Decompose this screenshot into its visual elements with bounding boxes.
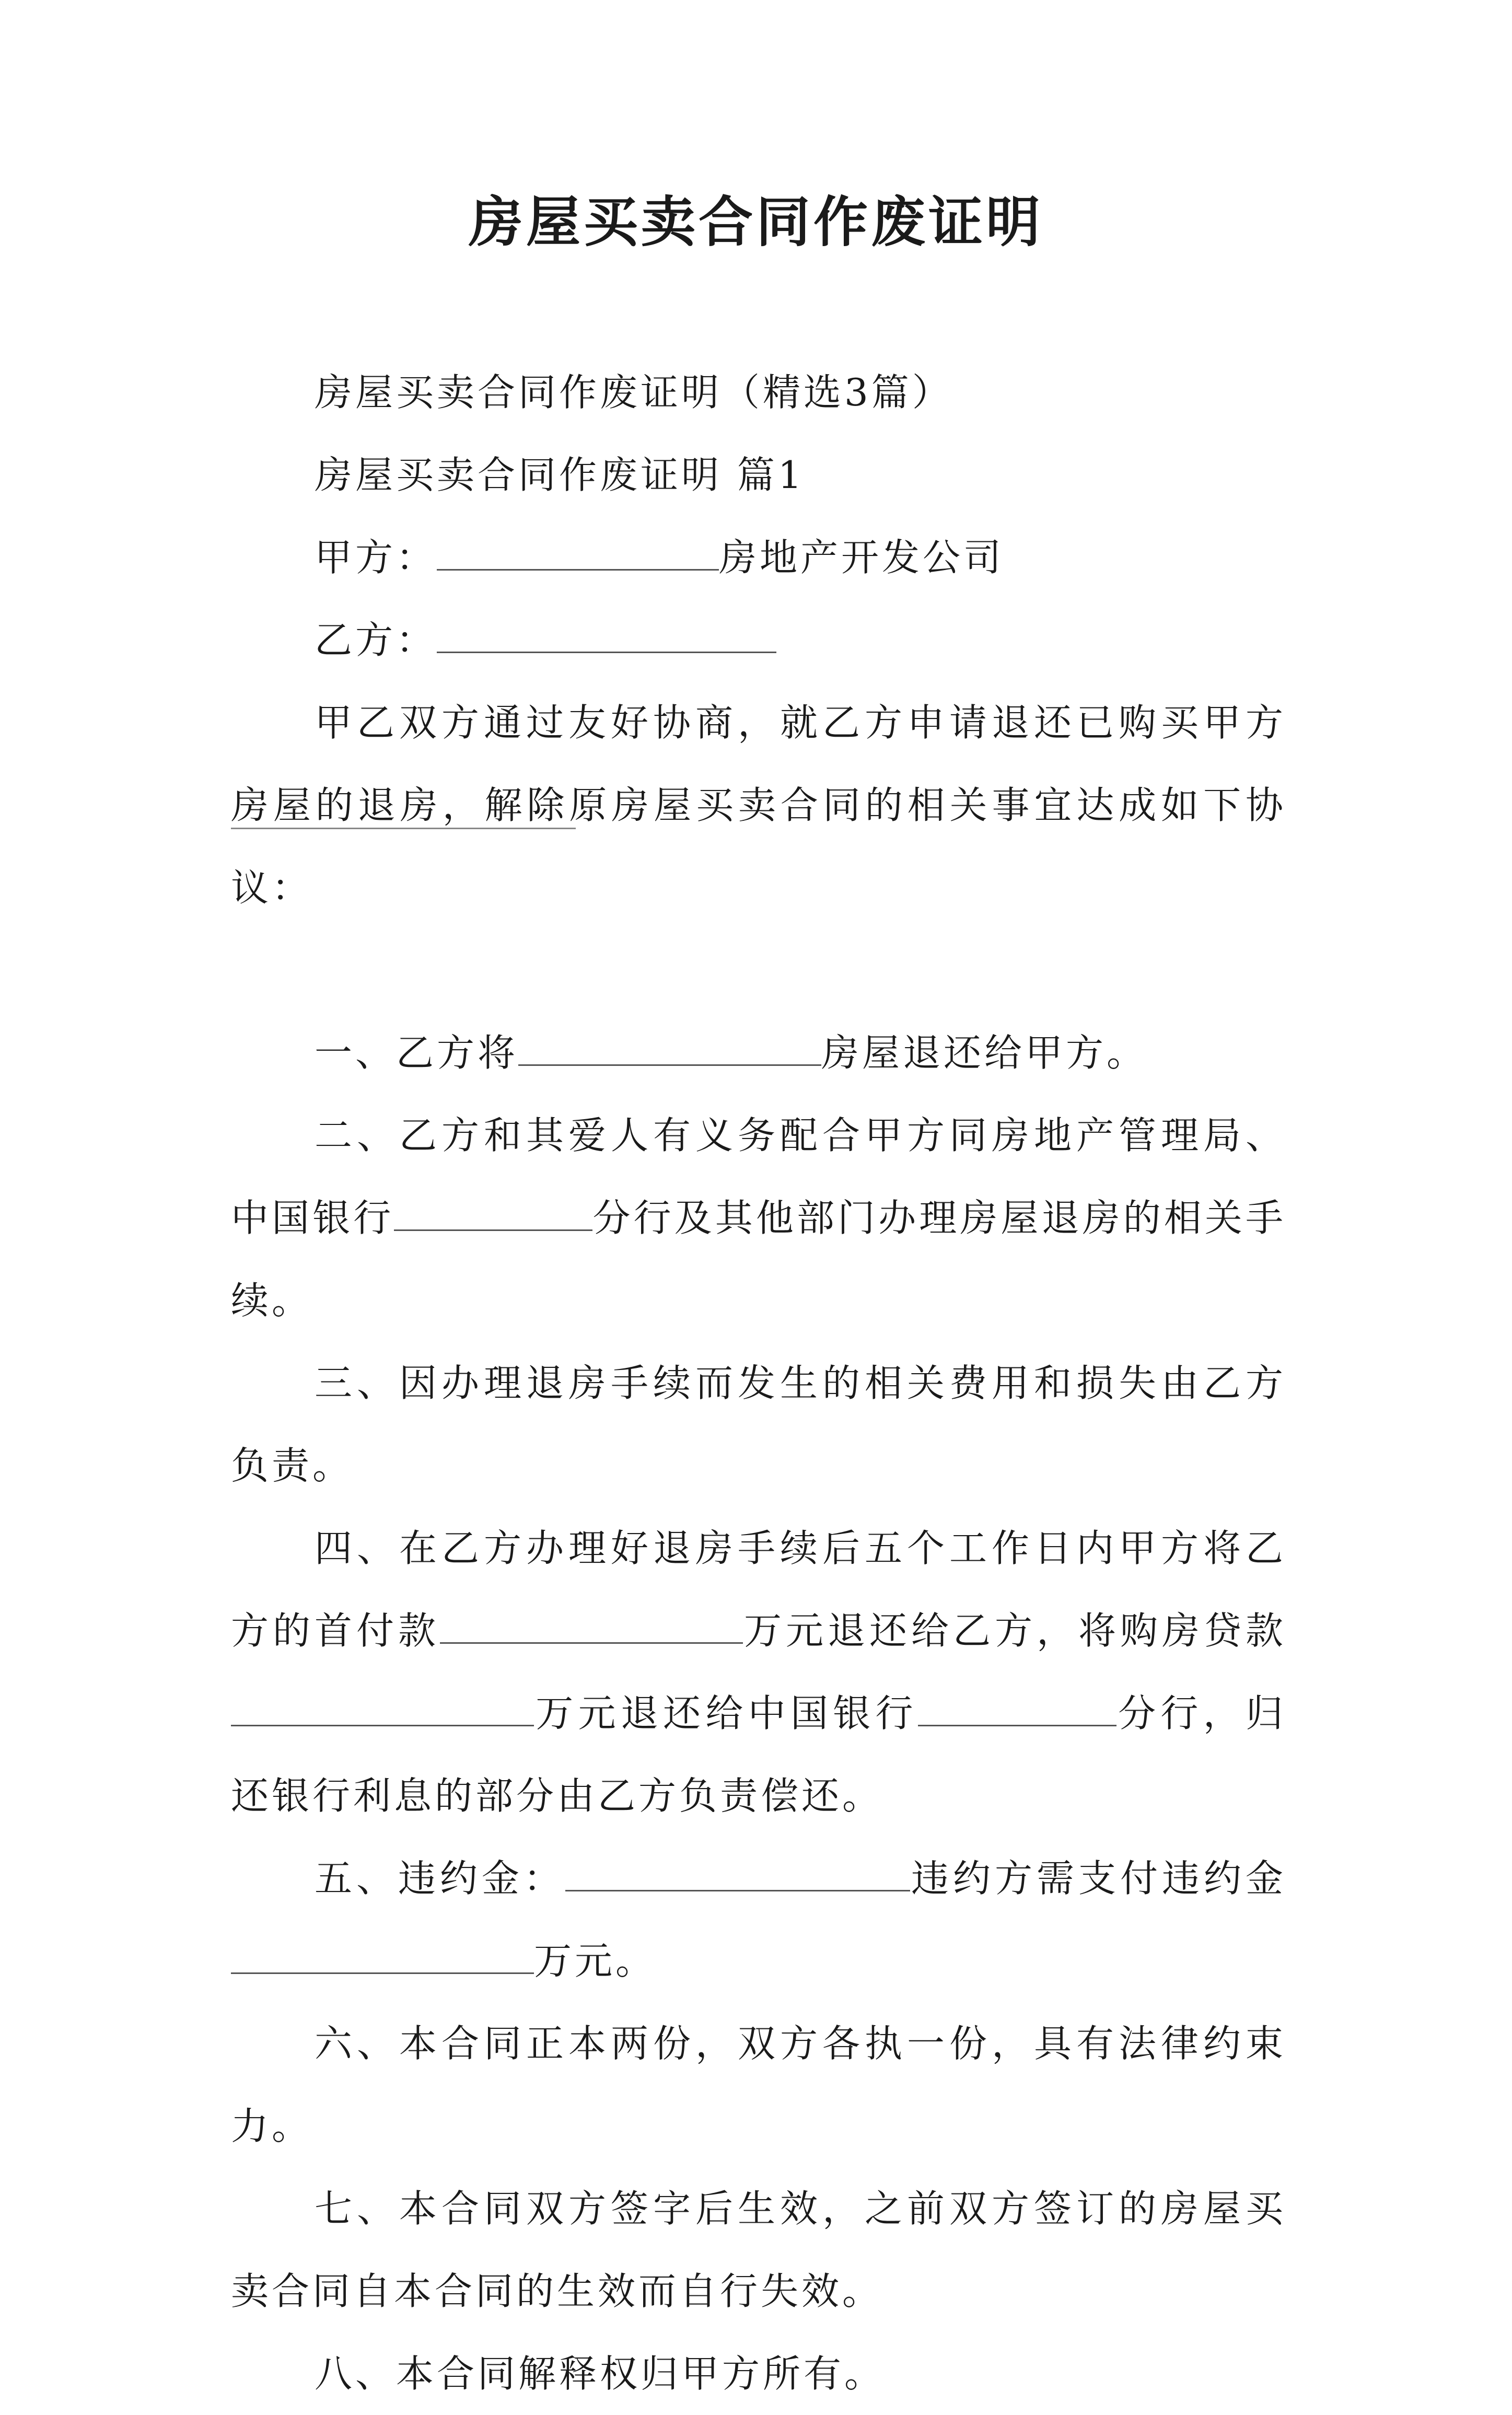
party-a-suffix: 房地产开发公司 bbox=[719, 536, 1005, 579]
party-a-label: 甲方： bbox=[315, 536, 437, 579]
intro-text: 甲乙双方通过友好协商，就乙方申请退还已购买甲方房屋的退房，解除原房屋买卖合同的相关事宜达成如下协议： bbox=[231, 701, 1286, 910]
section-heading-text: 房屋买卖合同作废证明 篇1 bbox=[315, 453, 805, 497]
section-heading bbox=[231, 434, 1286, 516]
clause-3-text: 三、因办理退房手续而发生的相关费用和损失由乙方负责。 bbox=[231, 1361, 1286, 1488]
party-b-label: 乙方： bbox=[315, 618, 437, 662]
clause-2 bbox=[231, 1094, 1286, 1342]
clause-4-blank-1 bbox=[440, 1610, 743, 1644]
clause-5-text-a: 五、违约金： bbox=[315, 1856, 565, 1900]
clause-1-blank bbox=[518, 1032, 821, 1066]
clause-3 bbox=[231, 1342, 1286, 1507]
party-b-line bbox=[231, 599, 1286, 681]
intro-paragraph bbox=[231, 681, 1286, 929]
clause-1-text-b: 房屋退还给甲方。 bbox=[821, 1031, 1148, 1075]
clause-5-text-c: 万元。 bbox=[534, 1939, 657, 1983]
party-b-blank bbox=[437, 619, 776, 653]
party-a-line bbox=[231, 516, 1286, 599]
clause-5-blank-2 bbox=[231, 1940, 534, 1974]
clause-5-text-b: 违约方需支付违约金 bbox=[910, 1856, 1286, 1900]
clause-5-blank-1 bbox=[565, 1857, 910, 1891]
document-body bbox=[231, 351, 1286, 2415]
clause-8-text: 八、本合同解释权归甲方所有。 bbox=[315, 2352, 886, 2396]
clause-4-text-a: 四、在乙方办理好退房手续后五个工作日内甲方将乙方的首付款 bbox=[231, 1526, 1286, 1653]
clause-6-text: 六、本合同正本两份，双方各执一份，具有法律约束力。 bbox=[231, 2022, 1286, 2148]
spacer-line bbox=[231, 929, 1286, 1012]
party-a-blank bbox=[437, 537, 719, 571]
clause-4-blank-2 bbox=[231, 1692, 534, 1726]
clause-4-blank-3 bbox=[918, 1692, 1116, 1726]
clause-4-text-d: 分行，归还银行利息的部分由乙方负责偿还。 bbox=[231, 1691, 1286, 1818]
clause-2-text-a: 二、乙方和其爱人有义务配合甲方同房地产管理局、中国银行 bbox=[231, 1113, 1286, 1240]
subtitle-text: 房屋买卖合同作废证明（精选3篇） bbox=[315, 370, 953, 414]
clause-7 bbox=[231, 2167, 1286, 2332]
clause-7-text: 七、本合同双方签字后生效，之前双方签订的房屋买卖合同自本合同的生效而自行失效。 bbox=[231, 2187, 1286, 2313]
clause-6 bbox=[231, 2002, 1286, 2167]
document-title: 房屋买卖合同作废证明 bbox=[468, 190, 1043, 254]
subtitle bbox=[231, 351, 1286, 434]
clause-4-text-b: 万元退还给乙方，将购房贷款 bbox=[743, 1609, 1286, 1653]
clause-2-text-b: 分行及其他部门办理房屋退房的相关手续。 bbox=[231, 1196, 1286, 1322]
clause-1 bbox=[231, 1012, 1286, 1094]
clause-1-text-a: 一、乙方将 bbox=[315, 1031, 519, 1075]
clause-4-text-c: 万元退还给中国银行 bbox=[534, 1691, 918, 1735]
clause-4 bbox=[231, 1507, 1286, 1837]
clause-8 bbox=[231, 2332, 1286, 2415]
clause-5 bbox=[231, 1837, 1286, 2002]
clause-2-blank bbox=[394, 1197, 592, 1231]
